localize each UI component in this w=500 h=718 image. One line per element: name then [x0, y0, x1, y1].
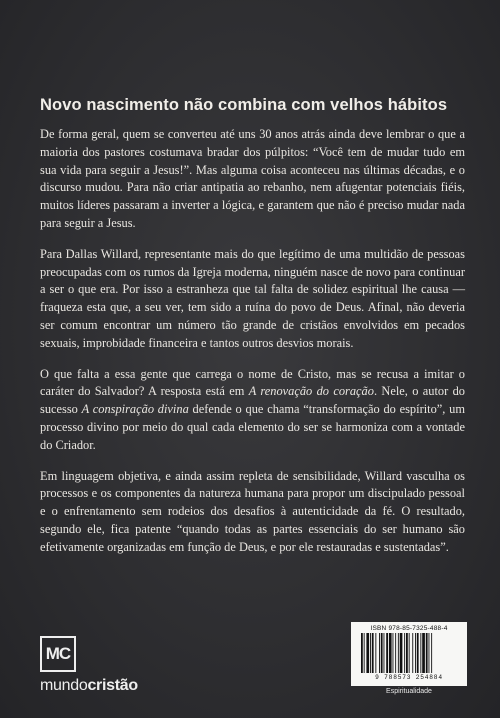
publisher-mark: MC — [40, 636, 76, 672]
paragraph-3-part-c: defende o que chama “transformação do espírito”, um processo divino por meio do qual cada elemento do ser se harmoniza com a vontade do Criador. — [40, 402, 465, 452]
paragraph-3 — [40, 366, 465, 455]
isbn-text: ISBN 978-85-7325-488-4 — [370, 625, 448, 632]
publisher-name-bold: cristão — [87, 677, 138, 694]
barcode-icon — [359, 633, 459, 673]
book-title-conspiracao: A conspiração divina — [81, 402, 189, 417]
barcode-digits: 9 788573 254884 — [375, 674, 443, 681]
publisher-name-light: mundo — [40, 677, 88, 694]
category-label: Espiritualidade — [386, 688, 432, 695]
barcode-label — [351, 622, 467, 686]
paragraph-4: Em linguagem objetiva, e ainda assim repleta de sensibilidade, Willard vasculha os processos e os componentes da natureza humana para propor um discipulado pessoal e o enfrentamento sem rodeios dos desafios à autenticidade da fé. O resultado, segundo ele, fica patente “quando todas as partes essenciais do ser humano são efetivamente organizadas em função de Deus, e por ele restauradas e sustentadas”. — [40, 468, 465, 554]
publisher-logo — [40, 636, 138, 695]
synopsis-text — [40, 126, 465, 570]
paragraph-3-part-a: O que falta a essa gente que carrega o nome de Cristo, mas se recusa a imitar o caráter do Salvador? A resposta está em — [40, 366, 465, 399]
publisher-name — [40, 677, 138, 695]
heading: Novo nascimento não combina com velhos hábitos — [40, 96, 448, 114]
paragraph-2: Para Dallas Willard, representante mais do que legítimo de uma multidão de pessoas preocupadas com os rumos da Igreja moderna, ninguém nasce de novo para continuar a ser o que era. Por isso a estranheza que tal falta de solidez espiritual lhe causa — fraqueza esta que, a seu ver, tem sido a ruína do povo de Deus. Afinal, não deveria ser comum encontrar um número tão grande de cristãos envolvidos em pecados sexuais, improbidade financeira e tantos outros desvios morais. — [40, 246, 465, 350]
book-title-renovacao: A renovação do coração — [248, 384, 374, 399]
paragraph-1: De forma geral, quem se converteu até uns 30 anos atrás ainda deve lembrar o que a maioria dos pastores costumava bradar dos púlpitos: “Você tem de mudar tudo em sua vida para seguir a Jesus!”. Mas alguma coisa aconteceu nas últimas décadas, e o discurso mudou. Para não criar antipatia ao rebanho, nem afugentar potenciais fiéis, muitos líderes passaram a inverter a lógica, e garantem que não é preciso mudar nada para seguir a Jesus. — [40, 127, 465, 230]
paragraph-3-part-b: . Nele, o autor do sucesso — [40, 384, 466, 417]
